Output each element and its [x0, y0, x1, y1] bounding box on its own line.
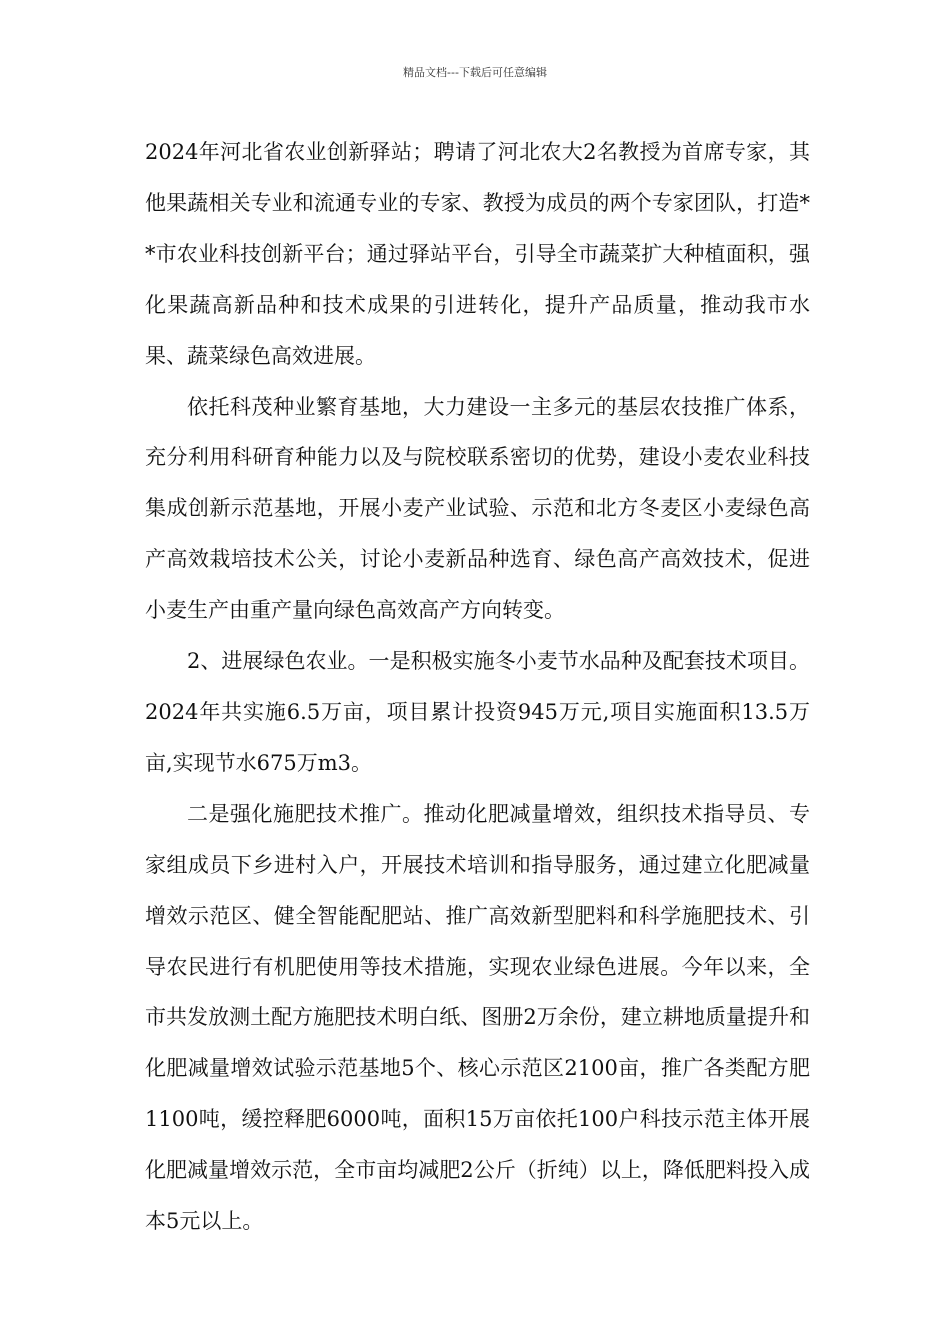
document-body — [145, 127, 810, 1247]
paragraph-green-agriculture: 2、进展绿色农业。一是积极实施冬小麦节水品种及配套技术项目。2024年共实施6.5万亩，项目累计投资945万元,项目实施面积13.5万亩,实现节水675万m3。 — [145, 649, 810, 775]
paragraph-wheat-base: 依托科茂种业繁育基地，大力建设一主多元的基层农技推广体系，充分利用科研育种能力以及与院校联系密切的优势，建设小麦农业科技集成创新示范基地，开展小麦产业试验、示范和北方冬麦区小麦绿色高产高效栽培技术公关，讨论小麦新品种选育、绿色高产高效技术，促进小麦生产由重产量向绿色高效高产方向转变。 — [145, 394, 810, 623]
page-header: 精品文档---下载后可任意编辑 — [403, 66, 547, 79]
paragraph-fertilizer: 二是强化施肥技术推广。推动化肥减量增效，组织技术指导员、专家组成员下乡进村入户，开展技术培训和指导服务，通过建立化肥减量增效示范区、健全智能配肥站、推广高效新型肥料和科学施肥技术、引导农民进行有机肥使用等技术措施，实现农业绿色进展。今年以来，全市共发放测土配方施肥技术明白纸、图册2万余份，建立耕地质量提升和化肥减量增效试验示范基地5个、核心示范区2100亩，推广各类配方肥1100吨，缓控释肥6000吨，面积15万亩依托100户科技示范主体开展化肥减量增效示范，全市亩均减肥2公斤（折纯）以上，降低肥料投入成本5元以上。 — [145, 801, 810, 1234]
paragraph-intro-continuation: 2024年河北省农业创新驿站；聘请了河北农大2名教授为首席专家，其他果蔬相关专业和流通专业的专家、教授为成员的两个专家团队，打造**市农业科技创新平台；通过驿站平台，引导全市蔬菜扩大种植面积，强化果蔬高新品种和技术成果的引进转化，提升产品质量，推动我市水果、蔬菜绿色高效进展。 — [145, 140, 810, 368]
